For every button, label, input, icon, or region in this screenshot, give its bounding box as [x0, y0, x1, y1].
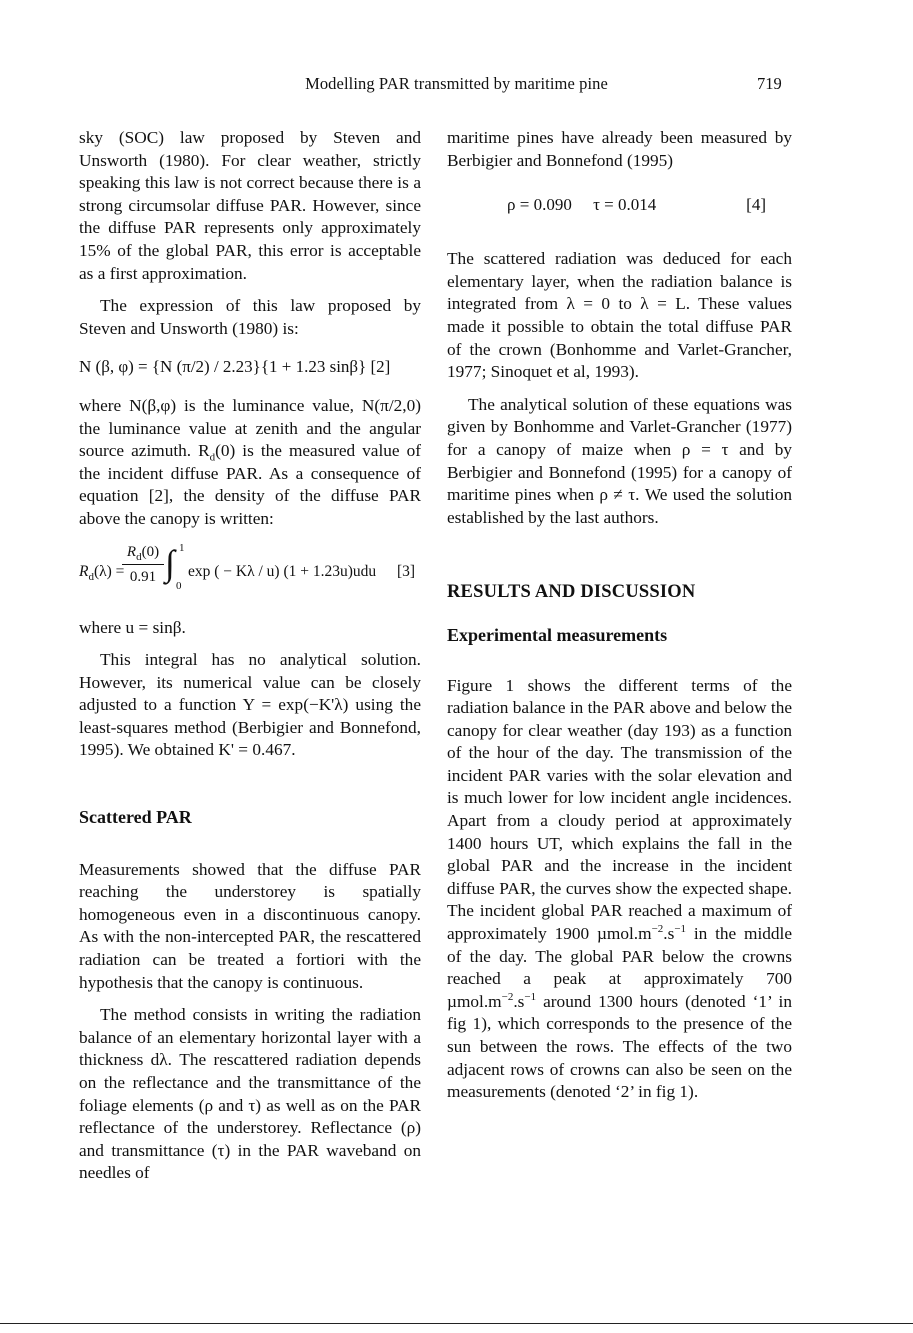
fraction-numerator	[122, 541, 164, 564]
page-bottom-rule	[0, 1323, 913, 1324]
page-number: 719	[757, 74, 782, 93]
running-title: Modelling PAR transmitted by maritime pine	[305, 74, 608, 93]
text-run: around 1300 hours (denoted ‘1’ in fig 1), which corresponds to the presence of the sun between the rows. The effects of the two adjacent rows of crowns can also be seen on the measurements (denoted ‘2’ in fig 1).	[447, 991, 792, 1102]
paragraph: Measurements showed that the diffuse PAR reaching the understorey is spatially homogeneous even in a discontinuous canopy. As with the non-intercepted PAR, the rescattered radiation can be treated a fortiori with the hypothesis that the canopy is continuous.	[79, 859, 421, 992]
superscript: −1	[524, 991, 537, 1004]
right-column	[447, 127, 792, 1104]
section-heading: RESULTS AND DISCUSSION	[447, 582, 696, 603]
left-column	[79, 127, 421, 1185]
subscript: d	[209, 451, 216, 464]
superscript: −2	[501, 991, 514, 1004]
equation-2: N (β, φ) = {N (π/2) / 2.23}{1 + 1.23 sinβ} [2]	[79, 357, 391, 377]
equation-4	[447, 194, 792, 228]
symbol: (λ) =	[93, 562, 125, 580]
symbol: R	[126, 543, 137, 560]
text-run: in the middle of the day. The global PAR below the crowns reached a peak at approximately 700 µmol.m	[447, 924, 792, 1011]
integral-lower-limit: 0	[176, 579, 182, 592]
paragraph: The expression of this law proposed by Steven and Unsworth (1980) is:	[79, 296, 421, 338]
text-run: where N(β,φ) is the luminance value, N(π/2,0) the luminance value at zenith and the angular source azimuth. R	[79, 395, 421, 461]
integral-upper-limit: 1	[179, 541, 185, 554]
text-run: Figure 1 shows the different terms of the radiation balance in the PAR above and below the canopy for clear weather (day 193) as a function of the hour of the day. The transmission of the incident PAR varies with the solar elevation and is much lower for low incident angle incidences. Apart from a cloudy period at approximately 1400 hours UT, which explains the fall in the global PAR and the increase in the incident diffuse PAR, the curves show the expected shape. The incident global PAR reached a maximum of approximately 1900 µmol.m	[447, 675, 792, 944]
equation-text: ρ = 0.090 τ = 0.014	[507, 195, 657, 215]
paragraph: where u = sinβ.	[79, 617, 186, 637]
fraction	[122, 541, 164, 589]
fraction-denominator: 0.91	[129, 569, 157, 586]
paragraph	[79, 395, 421, 531]
equation-lhs	[79, 561, 124, 584]
paragraph	[447, 675, 792, 1104]
page-header	[0, 74, 913, 98]
paragraph: maritime pines have already been measured by Berbigier and Bonnefond (1995)	[447, 128, 792, 170]
subscript: d	[136, 550, 142, 563]
text-run: .s	[663, 924, 675, 944]
symbol: R	[79, 562, 89, 580]
paragraph: The scattered radiation was deduced for each elementary layer, when the radiation balance is integrated from λ = 0 to λ = L. These values made it possible to obtain the total diffuse PAR of the crown (Bonhomme and Varlet-Grancher, 1977; Sinoquet et al, 1993).	[447, 249, 792, 382]
superscript: −1	[674, 923, 687, 936]
integrand: exp ( − Kλ / u) (1 + 1.23u)udu	[188, 562, 377, 580]
text-run: (0) is the measured value of the incident diffuse PAR. As a consequence of equation [2], the density of the diffuse PAR above the canopy is written:	[79, 441, 421, 528]
equation-3	[79, 541, 421, 603]
symbol: (0)	[141, 543, 160, 560]
text-run: .s	[513, 991, 525, 1011]
equation-number: [4]	[746, 195, 766, 215]
subsection-heading: Experimental measurements	[447, 624, 668, 645]
paragraph: sky (SOC) law proposed by Steven and Unsworth (1980). For clear weather, strictly speaking this law is not correct because there is a strong circumsolar diffuse PAR. However, since the diffuse PAR represents only approximately 15% of the global PAR, this error is acceptable as a first approximation.	[79, 128, 421, 283]
integral-sign: ∫	[165, 542, 175, 583]
superscript: −2	[651, 923, 664, 936]
section-heading: Scattered PAR	[79, 807, 192, 828]
subscript: d	[88, 570, 94, 583]
fraction-bar	[122, 564, 164, 565]
paragraph: This integral has no analytical solution. However, its numerical value can be closely adjusted to a function Y = exp(−K'λ) using the least-squares method (Berbigier and Bonnefond, 1995). We obtained K' = 0.467.	[79, 650, 421, 760]
paragraph: The method consists in writing the radiation balance of an elementary horizontal layer with a thickness dλ. The rescattered radiation depends on the reflectance and the transmittance of the foliage elements (ρ and τ) as well as on the PAR reflectance of the understorey. Reflectance (ρ) and transmittance (τ) in the PAR waveband on needles of	[79, 1005, 421, 1183]
equation-number: [3]	[397, 562, 416, 580]
paragraph: The analytical solution of these equations was given by Bonhomme and Varlet-Grancher (1977) for a canopy of maize when ρ = τ and by Berbigier and Bonnefond (1995) for a canopy of maritime pines when ρ ≠ τ. We used the solution established by the last authors.	[447, 394, 792, 527]
